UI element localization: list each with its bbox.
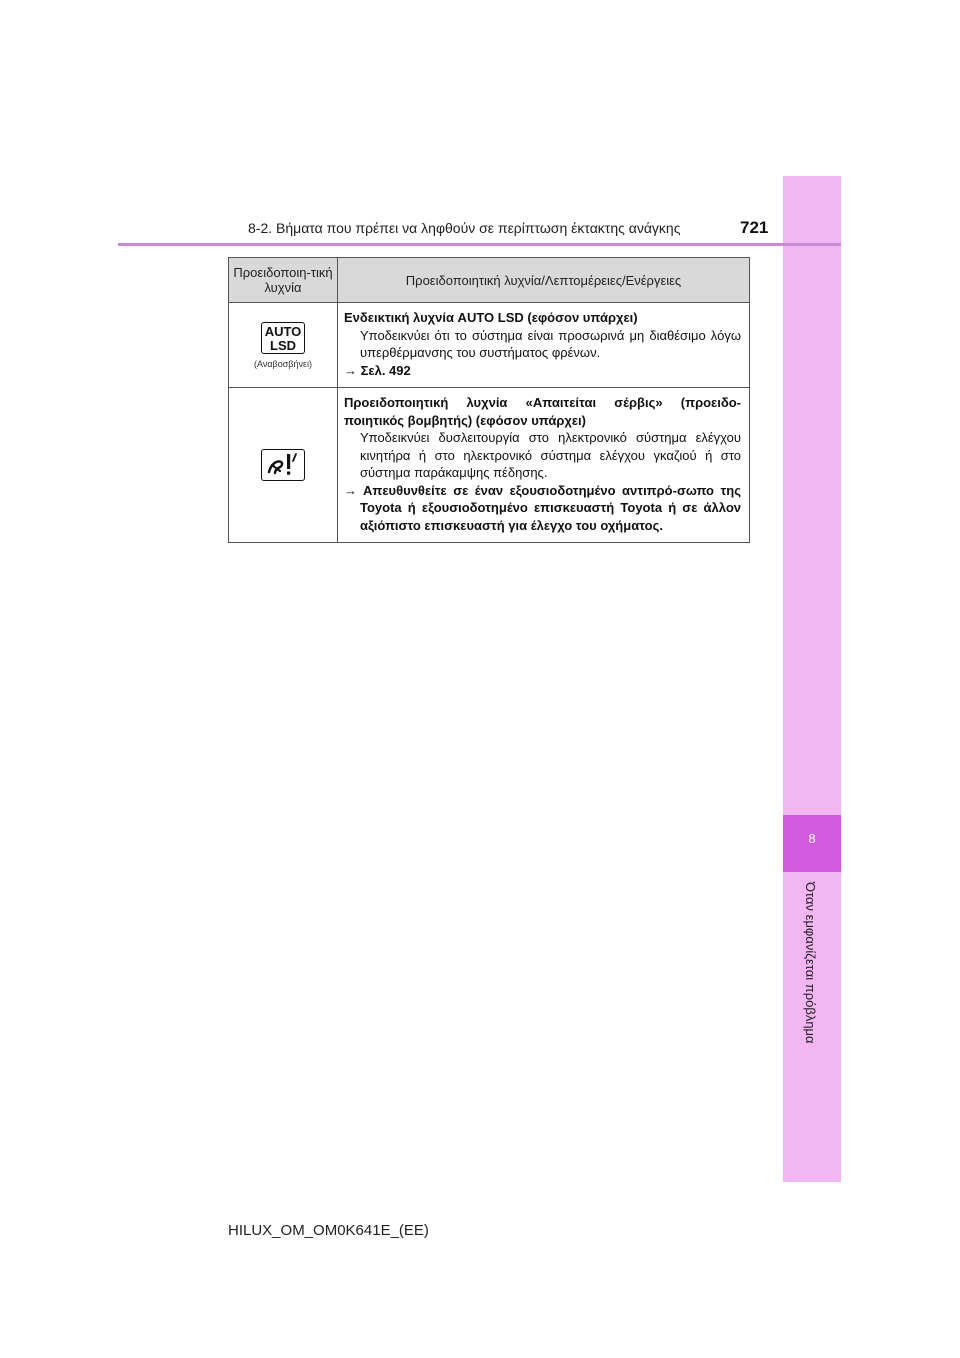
description-cell: [338, 303, 750, 388]
table-row: [229, 388, 750, 543]
description-cell: [338, 388, 750, 543]
row-text: Υποδεικνύει δυσλειτουργία στο ηλεκτρονικό σύστημα ελέγχου κινητήρα ή στο ηλεκτρονικό σύστημα ελέγχου γκαζιού ή στο σύστημα παράκαμψης πέδησης.: [360, 430, 741, 480]
steering-warning-icon: [261, 449, 305, 481]
arrow-icon: →: [344, 482, 357, 498]
auto-lsd-icon: AUTO LSD: [261, 322, 305, 354]
chapter-title: Όταν εμφανίζεται πρόβλημα: [803, 882, 818, 1044]
section-title: 8-2. Βήματα που πρέπει να ληφθούν σε περίπτωση έκτακτης ανάγκης: [248, 220, 681, 236]
document-code: HILUX_OM_OM0K641E_(EE): [228, 1222, 429, 1239]
table-row: [229, 303, 750, 388]
icon-caption: (Αναβοσβήνει): [254, 358, 312, 369]
steering-exclamation-icon: [263, 450, 304, 479]
page-reference: → Σελ. 492: [344, 362, 411, 378]
column-header-details: Προειδοποιητική λυχνία/Λεπτομέρειες/Ενέργειες: [338, 258, 750, 303]
warning-light-table: [228, 257, 750, 543]
arrow-icon: →: [344, 362, 357, 378]
page-number: 721: [740, 218, 769, 237]
chapter-number: 8: [808, 831, 816, 846]
row-title: Προειδοποιητική λυχνία «Απαιτείται σέρβις» (προειδο-ποιητικός βομβητής) (εφόσον υπάρχει): [344, 395, 741, 428]
row-title: Ενδεικτική λυχνία AUTO LSD (εφόσον υπάρχει): [344, 310, 638, 325]
header-rule: [118, 243, 841, 246]
icon-cell: [229, 303, 338, 388]
icon-cell: [229, 388, 338, 543]
action-instruction: → Απευθυνθείτε σε έναν εξουσιοδοτημένο αντιπρό-σωπο της Toyota ή εξουσιοδοτημένο επισκευαστή Toyota ή σε άλλον αξιόπιστο επισκευαστή για έλεγχο του οχήματος.: [344, 482, 741, 533]
column-header-light: Προειδοποιη-τική λυχνία: [229, 258, 338, 303]
row-text: Υποδεικνύει ότι το σύστημα είναι προσωρινά μη διαθέσιμο λόγω υπερθέρμανσης του συστήματος φρένων.: [360, 327, 741, 360]
table-header-row: [229, 258, 750, 303]
